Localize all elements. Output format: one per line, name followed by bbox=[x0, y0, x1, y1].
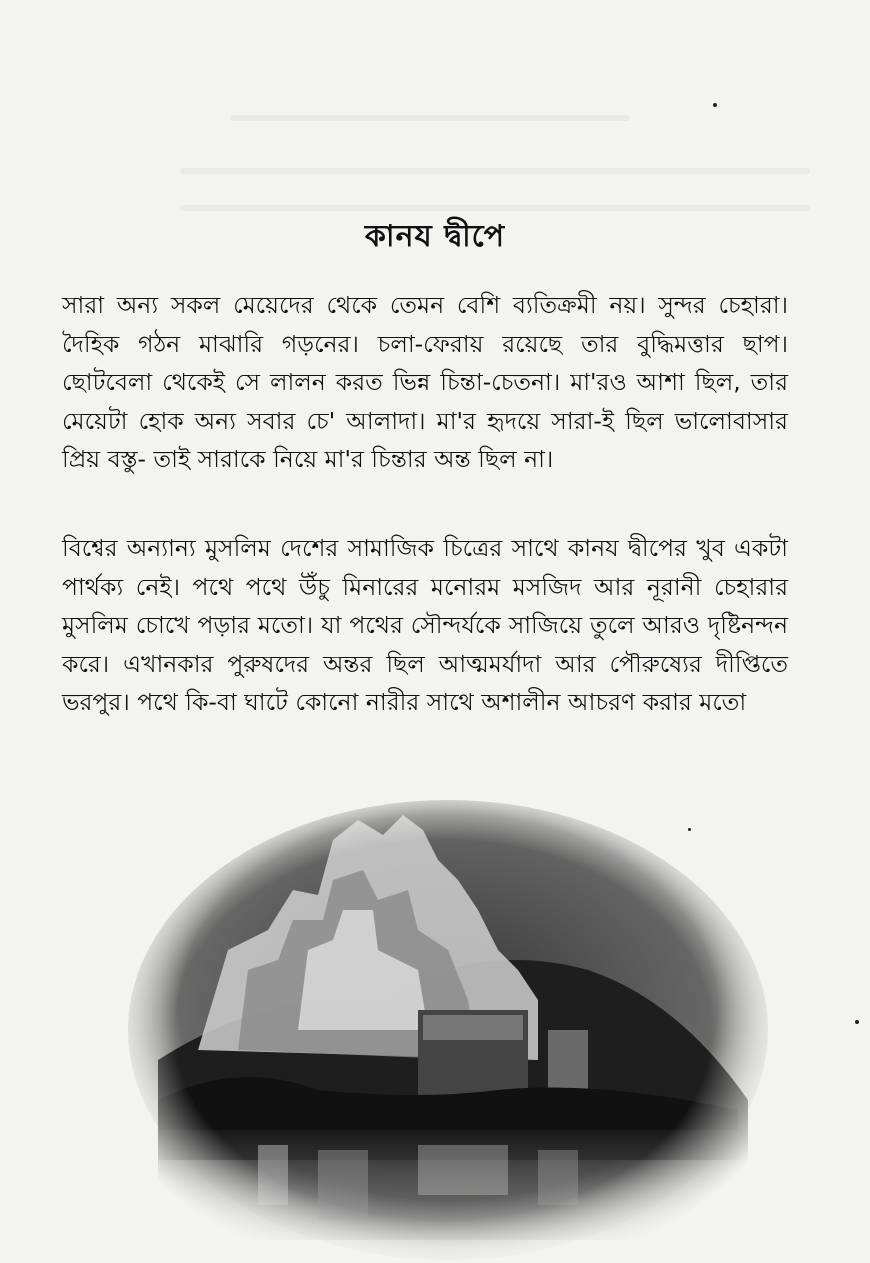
bleed-through-line bbox=[180, 168, 810, 174]
print-speck bbox=[855, 1020, 859, 1024]
print-speck bbox=[713, 103, 717, 107]
bleed-through-line bbox=[230, 115, 630, 121]
print-speck bbox=[688, 828, 691, 831]
chapter-title: কানয দ্বীপে bbox=[364, 219, 506, 254]
castle-illustration bbox=[118, 800, 768, 1260]
paragraph-2: বিশ্বের অন্যান্য মুসলিম দেশের সামাজিক চিত্রের সাথে কানয দ্বীপের খুব একটা পার্থক্য নেই। পথে পথে উঁচু মিনারের মনোরম মসজিদ আর নূরানী চেহারার মুসলিম চোখে পড়ার মতো। যা পথের সৌন্দর্যকে সাজিয়ে তুলে আরও দৃষ্টিনন্দন করে। এখানকার পুরুষদের অন্তর ছিল আত্মমর্যাদা আর পৌরুষ্যের দীপ্তিতে ভরপুর। পথে কি-বা ঘাটে কোনো নারীর সাথে অশালীন আচরণ করার মতো bbox=[62, 534, 788, 716]
bleed-through-line bbox=[180, 205, 810, 211]
paragraph-1: সারা অন্য সকল মেয়েদের থেকে তেমন বেশি ব্যতিক্রমী নয়। সুন্দর চেহারা। দৈহিক গঠন মাঝারি গড়নের। চলা-ফেরায় রয়েছে তার বুদ্ধিমত্তার ছাপ। ছোটবেলা থেকেই সে লালন করত ভিন্ন চিন্তা-চেতনা। মা'রও আশা ছিল, তার মেয়েটা হোক অন্য সবার চে' আলাদা। মা'র হৃদয়ে সারা-ই ছিল ভালোবাসার প্রিয় বস্তু- তাই সারাকে নিয়ে মা'র চিন্তার অন্ত ছিল না। bbox=[62, 291, 788, 473]
